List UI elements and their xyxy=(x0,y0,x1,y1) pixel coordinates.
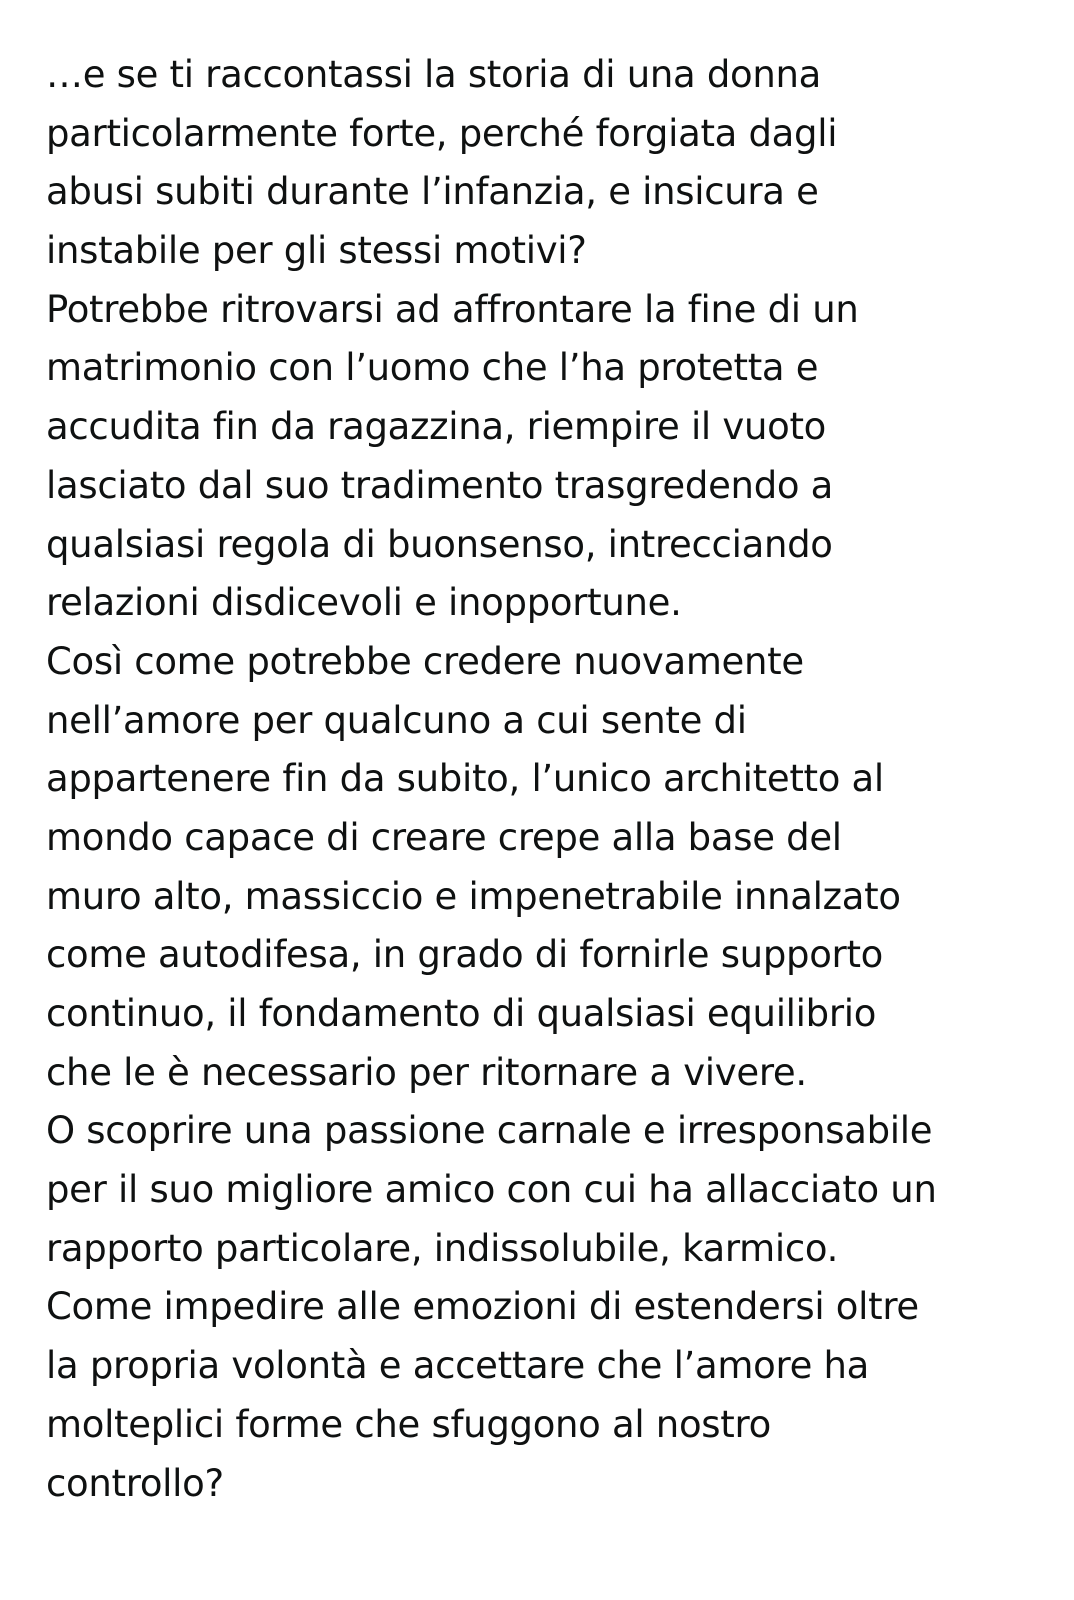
description-line: matrimonio con l’uomo che l’ha protetta e xyxy=(46,346,819,390)
description-line: Potrebbe ritrovarsi ad affrontare la fine di un xyxy=(46,287,859,331)
description-line: controllo? xyxy=(46,1461,224,1505)
description-line: rapporto particolare, indissolubile, karmico. xyxy=(46,1226,839,1270)
description-line: instabile per gli stessi motivi? xyxy=(46,229,587,273)
description-line: mondo capace di creare crepe alla base del xyxy=(46,815,842,859)
book-description-text xyxy=(46,46,1056,1513)
description-line: per il suo migliore amico con cui ha allacciato un xyxy=(46,1168,937,1212)
description-line: particolarmente forte, perché forgiata dagli xyxy=(46,111,838,155)
description-line: molteplici forme che sfuggono al nostro xyxy=(46,1402,771,1446)
description-line: muro alto, massiccio e impenetrabile innalzato xyxy=(46,874,901,918)
description-line: continuo, il fondamento di qualsiasi equilibrio xyxy=(46,992,877,1035)
description-line: qualsiasi regola di buonsenso, intrecciando xyxy=(46,522,833,566)
description-line: accudita fin da ragazzina, riempire il vuoto xyxy=(46,405,827,449)
description-line: Come impedire alle emozioni di estendersi oltre xyxy=(46,1285,919,1329)
description-line: …e se ti raccontassi la storia di una donna xyxy=(46,53,822,96)
description-line: la propria volontà e accettare che l’amore ha xyxy=(46,1344,870,1388)
description-line: che le è necessario per ritornare a vivere. xyxy=(46,1050,807,1094)
description-line: Così come potrebbe credere nuovamente xyxy=(46,639,804,683)
description-line: nell’amore per qualcuno a cui sente di xyxy=(46,698,747,742)
description-line: appartenere fin da subito, l’unico architetto al xyxy=(46,757,884,801)
description-line: O scoprire una passione carnale e irresponsabile xyxy=(46,1109,933,1153)
description-line: come autodifesa, in grado di fornirle supporto xyxy=(46,933,883,977)
description-line: lasciato dal suo tradimento trasgredendo a xyxy=(46,463,834,507)
description-line: abusi subiti durante l’infanzia, e insicura e xyxy=(46,170,819,214)
description-line: relazioni disdicevoli e inopportune. xyxy=(46,581,682,625)
